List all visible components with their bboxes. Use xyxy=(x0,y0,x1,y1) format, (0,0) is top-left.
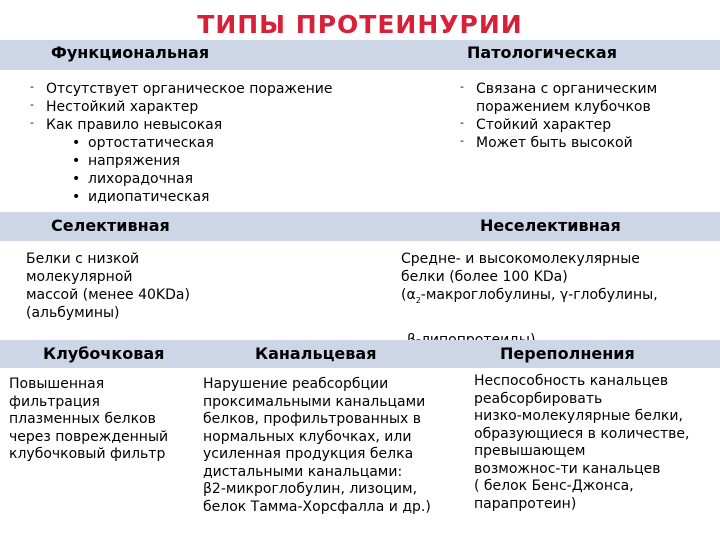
bullet-icon: • xyxy=(72,153,81,169)
page-title: ТИПЫ ПРОТЕИНУРИИ xyxy=(197,10,523,39)
overflow-header: Переполнения xyxy=(500,344,635,363)
glomerular-description: Повышенная фильтрация плазменных белков через поврежденный клубочковый фильтр xyxy=(9,376,169,462)
list-item: - Отсутствует органическое поражение xyxy=(30,80,333,97)
functional-header: Функциональная xyxy=(51,43,210,62)
overflow-description: Неспособность канальцев реабсорбировать низко-молекулярные белки, образующиеся в количестве, превышающем возможнос-ти канальцев ( белок Бенс-Джонса, парапротеин) xyxy=(474,373,690,512)
bullet-item: • лихорадочная xyxy=(72,171,194,187)
list-item: - Может быть высокой xyxy=(460,134,633,151)
tubular-header: Канальцевая xyxy=(255,344,377,363)
nonselective-description: Средне- и высокомолекулярные белки (более 100 KDa) ($\alpha_2$-макроглобулины, γ-глобулины, xyxy=(401,250,658,310)
macroglobulin-line: ($\alpha_2$-макроглобулины, γ-глобулины, xyxy=(401,287,658,305)
list-item: - Связана с органическим xyxy=(460,80,658,97)
list-item: - Как правило невысокая xyxy=(30,116,223,133)
selective-header: Селективная xyxy=(51,216,170,235)
list-item: - Нестойкий характер xyxy=(30,98,199,115)
bullet-item: • ортостатическая xyxy=(72,135,214,151)
bullet-item: • напряжения xyxy=(72,153,181,169)
list-item: - Стойкий характер xyxy=(460,116,612,133)
bullet-icon: • xyxy=(72,189,81,205)
functional-list xyxy=(30,80,333,206)
nonselective-header: Неселективная xyxy=(480,216,621,235)
selective-description: Белки с низкой молекулярной массой (менее 40KDa) (альбумины) xyxy=(26,251,190,321)
pathological-header: Патологическая xyxy=(467,43,617,62)
bullet-icon: • xyxy=(72,135,81,151)
list-item-continuation: поражением клубочков xyxy=(476,99,651,115)
bullet-item: • идиопатическая xyxy=(72,189,210,205)
bullet-icon: • xyxy=(72,171,81,187)
pathological-list xyxy=(460,80,657,152)
tubular-description: Нарушение реабсорбции проксимальными канальцами белков, профильтрованных в нормальных клубочках, или усиленная продукция белка дистальными канальцами: β2-микроглобулин, лизоцим, белок Тамма-Хорсфалла и др.) xyxy=(203,376,431,515)
glomerular-header: Клубочковая xyxy=(43,344,165,363)
